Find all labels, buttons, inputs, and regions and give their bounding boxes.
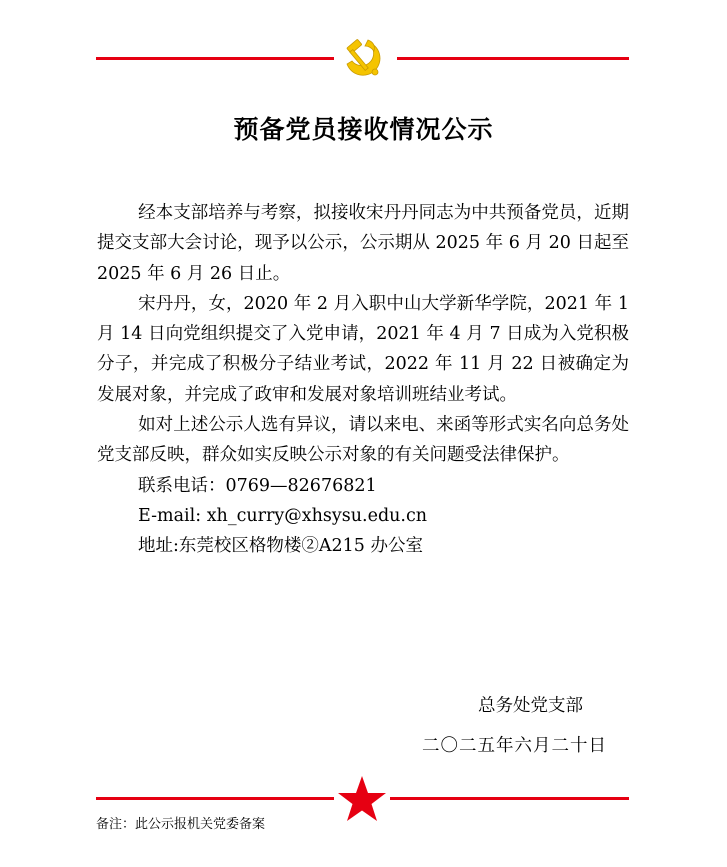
paragraph-objection: 如对上述公示人选有异议，请以来电、来函等形式实名向总务处党支部反映，群众如实反映公示对象的有关问题受法律保护。 [97,415,629,466]
red-star-icon [337,774,387,822]
contact-phone: 联系电话：0769—82676821 [138,475,377,496]
signature-organization: 总务处党支部 [478,696,583,716]
paragraph-candidate: 宋丹丹，女，2020 年 2 月入职中山大学新华学院，2021 年 1 月 14 日向党组织提交了入党申请，2021 年 4 月 7 日成为入党积极分子，并完成了积极分子结业考试，2022 年 11 月 22 日被确定为发展对象，并完成了政审和发展对象培训班结业考试。 [97,293,629,405]
contact-address: 地址:东莞校区格物楼②A215 办公室 [138,536,423,557]
footnote: 备注：此公示报机关党委备案 [96,817,266,832]
bottom-right-red-rule [390,797,629,800]
bottom-left-red-rule [96,797,334,800]
notice-body [97,198,629,562]
hammer-and-sickle-icon [338,34,386,82]
top-right-red-rule [397,57,629,60]
contact-email: E-mail: xh_curry@xhsysu.edu.cn [138,505,428,526]
page-title: 预备党员接收情况公示 [233,115,494,144]
paragraph-intro: 经本支部培养与考察，拟接收宋丹丹同志为中共预备党员，近期提交支部大会讨论，现予以公示，公示期从 2025 年 6 月 20 日起至 2025 年 6 月 26 日止。 [97,203,629,284]
top-left-red-rule [96,57,334,60]
signature-date: 二〇二五年六月二十日 [422,736,607,756]
